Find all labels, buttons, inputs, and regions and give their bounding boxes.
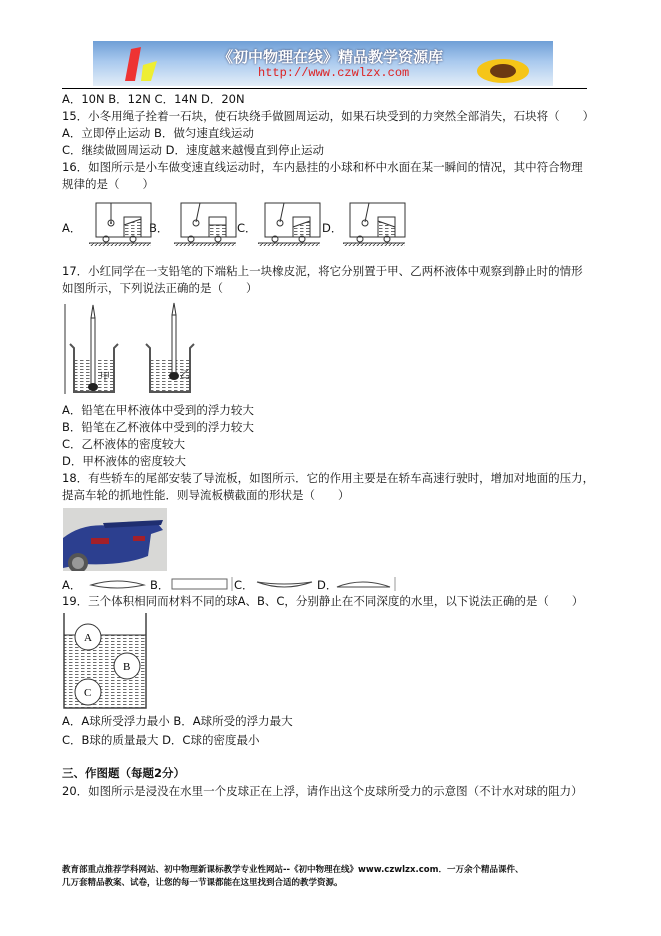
q17-stem-2: 如图所示，下列说法正确的是（ ） [62,281,258,295]
car-d [343,203,405,246]
header-banner [93,41,553,86]
q18-label-d: D． [317,578,338,592]
q17-option-b: B．铅笔在乙杯液体中受到的浮力较大 [62,420,254,434]
beaker-label-jia: 甲 [100,372,110,383]
car-c [258,203,320,246]
car-b [174,203,236,246]
q16-label-a: A． [62,221,82,235]
q15-stem: 15．小冬用绳子拴着一石块，使石块绕手做圆周运动，如果石块受到的力突然全部消失，石块将（ ） [62,109,595,123]
q16-stem-1: 16．如图所示是小车做变速直线运动时，车内悬挂的小球和杯中水面在某一瞬间的情况，其中符合物理 [62,160,583,174]
q17-option-d: D．甲杯液体的密度较大 [62,454,186,468]
q16-stem-2: 规律的是（ ） [62,177,154,191]
q19-tank-figure [63,613,147,709]
shape-a [91,581,144,588]
q18-stem-1: 18．有些轿车的尾部安装了导流板，如图所示．它的作用主要是在轿车高速行驶时，增加对地面的压力， [62,471,595,485]
ball-label-c: C [84,687,92,699]
q17-option-c: C．乙杯液体的密度较大 [62,437,186,451]
q17-figure [62,302,202,394]
q18-options [62,575,402,593]
footer-line-1: 教育部重点推荐学科网站、初中物理新课标教学专业性网站--《初中物理在线》www.czwlzx.com．一万余个精品课件、 [62,865,524,875]
q19-options-cd: C．B球的质量最大 D．C球的密度最小 [62,733,260,747]
car-diagrams [62,200,482,248]
banner-url: http://www.czwlzx.com [258,66,410,80]
ball-label-a: A [84,632,92,644]
q19-stem: 19．三个体积相同而材料不同的球A、B、C，分别静止在不同深度的水里，以下说法正确的是（ ） [62,594,584,608]
q19-options-ab: A．A球所受浮力最小 B．A球所受的浮力最大 [62,714,293,728]
section-title: 三、作图题（每题2分） [62,766,186,780]
beaker-jia [70,305,118,392]
q14-options: A．10N B．12N C．14N D．20N [62,92,245,106]
shape-b [172,579,227,589]
q18-label-b: B． [150,578,170,592]
q16-label-c: C． [237,221,257,235]
q16-label-b: B． [149,221,169,235]
q15-options-ab: A．立即停止运动 B．做匀速直线运动 [62,126,254,140]
sunflower-icon [473,41,533,86]
beaker-label-yi: 乙 [180,370,190,381]
shape-d [337,582,390,587]
beaker-diagrams [62,302,202,394]
q17-stem-1: 17．小红同学在一支铅笔的下端粘上一块橡皮泥，将它分别置于甲、乙两杯液体中观察到静止时的情形 [62,264,583,278]
q18-stem-2: 提高车轮的抓地性能．则导流板横截面的形状是（ ） [62,488,350,502]
logo-icon [113,41,173,86]
q16-label-d: D． [322,221,343,235]
car-spoiler-photo [63,508,167,571]
q17-option-a: A．铅笔在甲杯液体中受到的浮力较大 [62,403,254,417]
shape-c [257,582,312,587]
q15-options-cd: C．继续做圆周运动 D．速度越来越慢直到停止运动 [62,143,325,157]
car-a [89,203,151,246]
q18-label-c: C． [234,578,254,592]
header-divider [62,88,587,89]
q16-figure [62,200,482,248]
q18-label-a: A． [62,578,82,592]
banner-title: 《初中物理在线》精品教学资源库 [218,48,444,66]
footer-line-2: 几万套精品教案、试卷，让您的每一节课都能在这里找到合适的教学资源。 [62,878,343,888]
ball-label-b: B [123,661,131,673]
q20-stem: 20．如图所示是浸没在水里一个皮球正在上浮，请作出这个皮球所受力的示意图（不计水对球的阻力） [62,784,583,798]
